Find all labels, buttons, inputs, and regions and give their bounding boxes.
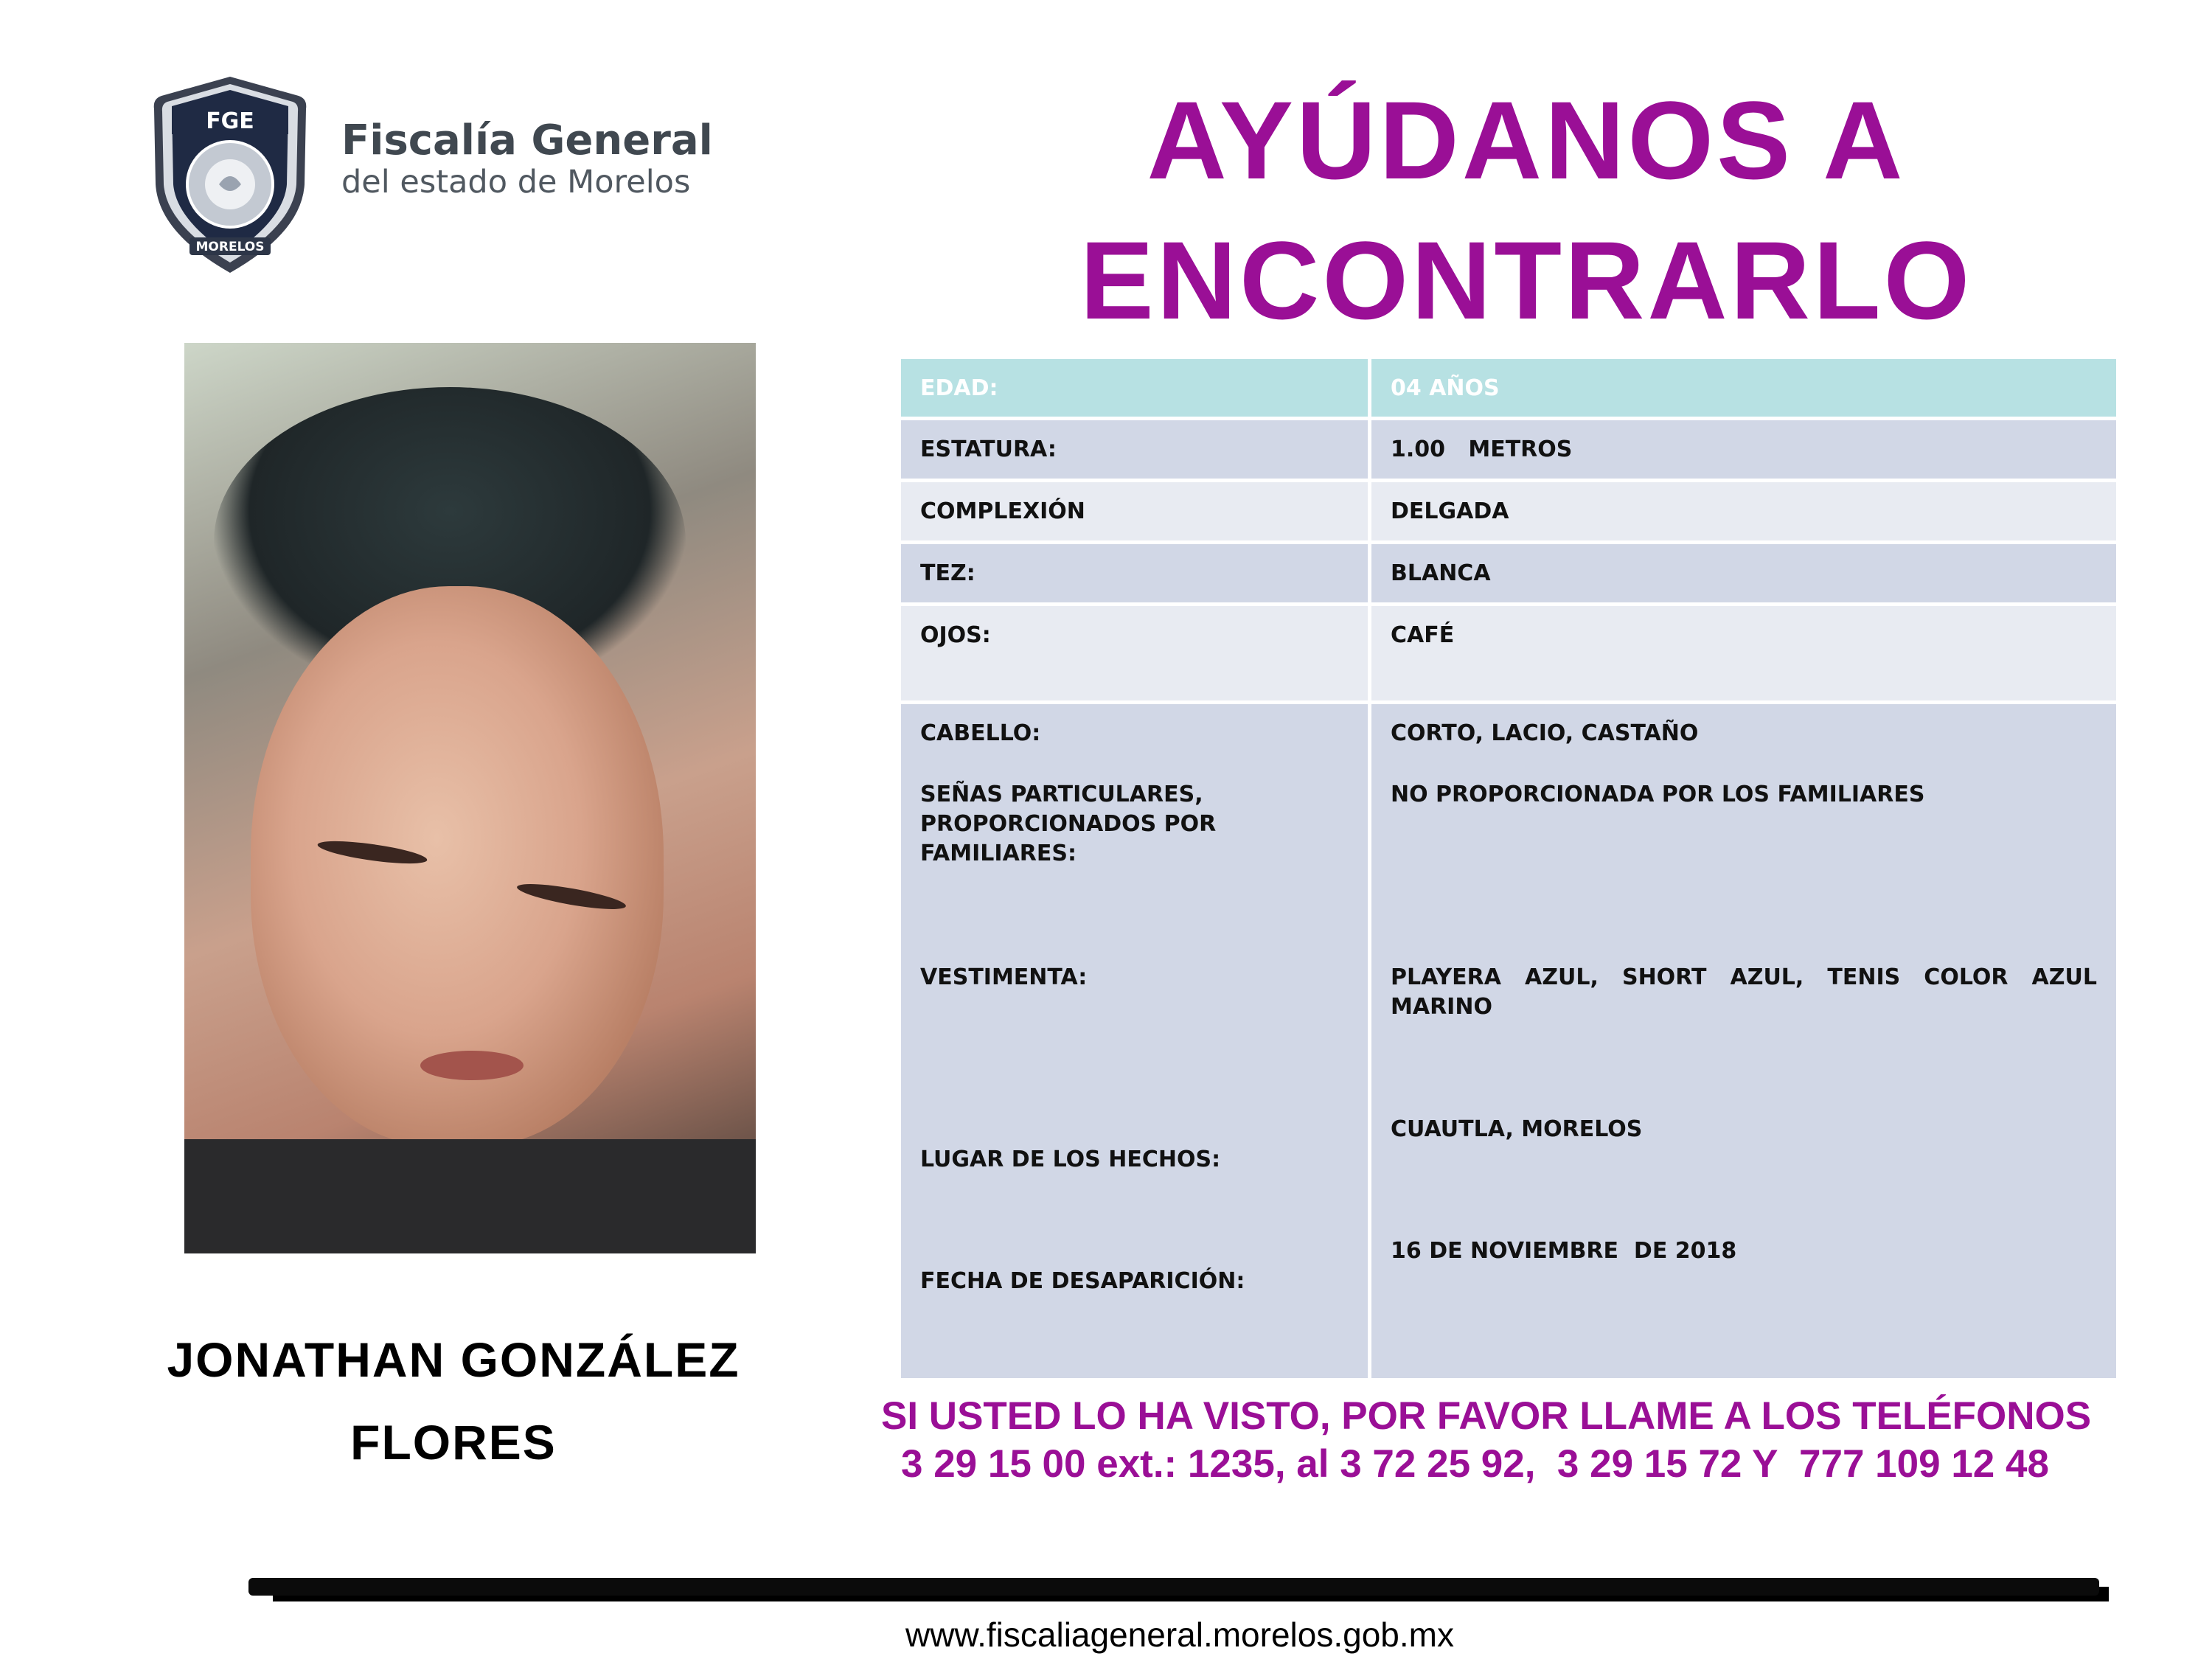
lugar-label: LUGAR DE LOS HECHOS: (920, 1147, 1221, 1172)
lugar-value: CUAUTLA, MORELOS (1391, 1116, 1643, 1142)
website-url: www.fiscaliageneral.morelos.gob.mx (905, 1615, 1454, 1654)
tez-label: TEZ: (901, 544, 1368, 602)
cabello-label: CABELLO: (920, 720, 1041, 746)
vestimenta-label: VESTIMENTA: (920, 964, 1088, 990)
fecha-label: FECHA DE DESAPARICIÓN: (920, 1268, 1245, 1294)
senas-label: SEÑAS PARTICULARES, PROPORCIONADOS POR FAMILIARES: (920, 782, 1217, 866)
org-name: Fiscalía General (341, 116, 713, 164)
headline-line-2: ENCONTRARLO (1079, 218, 1973, 342)
svg-text:MORELOS: MORELOS (195, 240, 265, 254)
vestimenta-value: PLAYERA AZUL, SHORT AZUL, TENIS COLOR AZUL MARINO (1391, 964, 2097, 1020)
svg-text:FGE: FGE (206, 108, 254, 134)
table-row-ojos (901, 606, 2116, 700)
details-table (901, 359, 2116, 1378)
edad-value: 04 AÑOS (1371, 359, 2116, 417)
table-row-details (901, 704, 2116, 1378)
table-row-edad (901, 359, 2116, 417)
headline-line-1: AYÚDANOS A (1147, 78, 1906, 202)
headline (1032, 70, 2020, 350)
estatura-value: 1.00 METROS (1371, 420, 2116, 479)
senas-value: NO PROPORCIONADA POR LOS FAMILIARES (1391, 782, 1925, 807)
footer-divider (248, 1578, 2099, 1596)
contact-phones: 3 29 15 00 ext.: 1235, al 3 72 25 92, 3 29 15 72 Y 777 109 12 48 (901, 1442, 2049, 1486)
table-row-complexion (901, 482, 2116, 540)
details-values-cell (1371, 704, 2116, 1378)
tez-value: BLANCA (1371, 544, 2116, 602)
ojos-label: OJOS: (901, 606, 1368, 700)
person-name (111, 1318, 796, 1484)
missing-person-photo (184, 343, 756, 1253)
complexion-value: DELGADA (1371, 482, 2116, 540)
details-labels-cell (901, 704, 1368, 1378)
fge-badge-icon (151, 74, 310, 276)
person-name-line-2: FLORES (350, 1415, 557, 1470)
table-row-tez (901, 544, 2116, 602)
estatura-label: ESTATURA: (901, 420, 1368, 479)
ojos-value: CAFÉ (1371, 606, 2116, 700)
edad-label: EDAD: (901, 359, 1368, 417)
complexion-label: COMPLEXIÓN (901, 482, 1368, 540)
person-name-line-1: JONATHAN GONZÁLEZ (167, 1332, 740, 1387)
fecha-value: 16 DE NOVIEMBRE DE 2018 (1391, 1238, 1737, 1264)
cabello-value: CORTO, LACIO, CASTAÑO (1391, 720, 1699, 746)
contact-message: SI USTED LO HA VISTO, POR FAVOR LLAME A LOS TELÉFONOS (881, 1394, 2092, 1438)
org-subtitle: del estado de Morelos (341, 164, 691, 201)
table-row-estatura (901, 420, 2116, 479)
